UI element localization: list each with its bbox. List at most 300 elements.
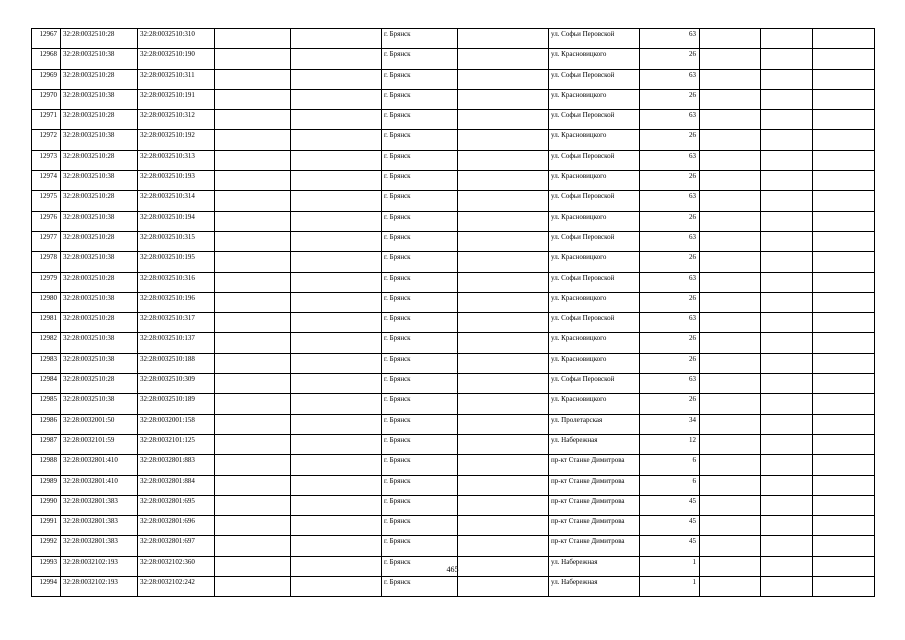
cell-col-5 (291, 455, 382, 475)
cell-col-10 (700, 374, 761, 394)
cell-object-number: 32:28:0032510:190 (138, 49, 215, 69)
cell-col-7 (458, 231, 549, 251)
cell-col-5 (291, 414, 382, 434)
cell-col-4 (215, 536, 291, 556)
cell-row-number: 12984 (32, 374, 61, 394)
cell-col-12 (813, 150, 875, 170)
cell-col-10 (700, 495, 761, 515)
table-row (32, 272, 875, 292)
cell-city: г. Брянск (382, 191, 458, 211)
cell-object-number: 32:28:0032510:313 (138, 150, 215, 170)
cell-col-7 (458, 171, 549, 191)
cell-col-5 (291, 191, 382, 211)
cell-object-number: 32:28:0032801:884 (138, 475, 215, 495)
table-row (32, 110, 875, 130)
cell-col-10 (700, 191, 761, 211)
cell-row-number: 12989 (32, 475, 61, 495)
cell-row-number: 12968 (32, 49, 61, 69)
cell-col-11 (761, 577, 813, 597)
table-row (32, 414, 875, 434)
cell-col-4 (215, 150, 291, 170)
cell-row-number: 12967 (32, 29, 61, 49)
cell-object-number: 32:28:0032510:316 (138, 272, 215, 292)
table-row (32, 171, 875, 191)
cell-parcel-number: 32:28:0032102:193 (61, 556, 138, 576)
cell-object-number: 32:28:0032102:242 (138, 577, 215, 597)
table-row (32, 434, 875, 454)
table-row (32, 455, 875, 475)
cell-col-11 (761, 394, 813, 414)
cell-col-12 (813, 171, 875, 191)
cell-col-11 (761, 353, 813, 373)
cell-object-number: 32:28:0032510:194 (138, 211, 215, 231)
cell-street: ул. Красновицкого (549, 171, 640, 191)
cell-col-12 (813, 434, 875, 454)
cell-row-number: 12988 (32, 455, 61, 475)
cell-parcel-number: 32:28:0032510:38 (61, 353, 138, 373)
cell-house-number: 26 (640, 130, 700, 150)
cell-col-11 (761, 516, 813, 536)
table-row (32, 89, 875, 109)
cell-col-12 (813, 191, 875, 211)
table-row (32, 191, 875, 211)
cell-col-12 (813, 29, 875, 49)
cell-parcel-number: 32:28:0032510:28 (61, 29, 138, 49)
cell-object-number: 32:28:0032510:196 (138, 292, 215, 312)
cell-row-number: 12993 (32, 556, 61, 576)
cell-parcel-number: 32:28:0032801:383 (61, 495, 138, 515)
cell-col-7 (458, 475, 549, 495)
cell-col-5 (291, 313, 382, 333)
cell-col-12 (813, 577, 875, 597)
cell-col-12 (813, 353, 875, 373)
cell-col-12 (813, 130, 875, 150)
cell-col-12 (813, 536, 875, 556)
cell-parcel-number: 32:28:0032510:38 (61, 333, 138, 353)
cell-col-11 (761, 455, 813, 475)
cell-street: ул. Софьи Перовской (549, 313, 640, 333)
cell-col-7 (458, 495, 549, 515)
cell-col-4 (215, 69, 291, 89)
cell-col-10 (700, 29, 761, 49)
cell-col-5 (291, 475, 382, 495)
cell-parcel-number: 32:28:0032510:28 (61, 313, 138, 333)
cell-row-number: 12983 (32, 353, 61, 373)
cell-col-7 (458, 272, 549, 292)
cell-object-number: 32:28:0032101:125 (138, 434, 215, 454)
cell-col-11 (761, 49, 813, 69)
cell-parcel-number: 32:28:0032510:38 (61, 292, 138, 312)
cell-col-10 (700, 353, 761, 373)
table-row (32, 475, 875, 495)
cell-street: ул. Красновицкого (549, 211, 640, 231)
cell-col-4 (215, 455, 291, 475)
cell-col-12 (813, 455, 875, 475)
cell-house-number: 63 (640, 231, 700, 251)
cell-row-number: 12985 (32, 394, 61, 414)
cell-street: ул. Красновицкого (549, 49, 640, 69)
cell-object-number: 32:28:0032801:883 (138, 455, 215, 475)
cell-col-4 (215, 495, 291, 515)
cell-col-7 (458, 313, 549, 333)
cell-parcel-number: 32:28:0032801:410 (61, 475, 138, 495)
cell-col-10 (700, 89, 761, 109)
cell-row-number: 12977 (32, 231, 61, 251)
cell-col-10 (700, 272, 761, 292)
cell-city: г. Брянск (382, 211, 458, 231)
cell-row-number: 12973 (32, 150, 61, 170)
cell-city: г. Брянск (382, 252, 458, 272)
cell-col-11 (761, 211, 813, 231)
cell-parcel-number: 32:28:0032510:28 (61, 191, 138, 211)
cell-col-4 (215, 516, 291, 536)
table-row (32, 536, 875, 556)
cell-col-10 (700, 434, 761, 454)
cell-col-7 (458, 49, 549, 69)
cell-col-7 (458, 130, 549, 150)
cell-col-12 (813, 495, 875, 515)
cell-house-number: 26 (640, 292, 700, 312)
cell-col-5 (291, 272, 382, 292)
cell-col-7 (458, 292, 549, 312)
cell-col-10 (700, 130, 761, 150)
cell-street: ул. Софьи Перовской (549, 29, 640, 49)
cell-parcel-number: 32:28:0032510:28 (61, 150, 138, 170)
cell-street: ул. Софьи Перовской (549, 110, 640, 130)
cell-col-12 (813, 414, 875, 434)
table-row (32, 211, 875, 231)
cell-street: ул. Набережная (549, 577, 640, 597)
cell-object-number: 32:28:0032510:312 (138, 110, 215, 130)
cell-col-7 (458, 516, 549, 536)
cell-street: пр-кт Станке Димитрова (549, 475, 640, 495)
cell-col-10 (700, 211, 761, 231)
cell-row-number: 12975 (32, 191, 61, 211)
table-row (32, 69, 875, 89)
cell-col-5 (291, 577, 382, 597)
cell-col-10 (700, 475, 761, 495)
cell-house-number: 63 (640, 374, 700, 394)
cell-city: г. Брянск (382, 171, 458, 191)
table-row (32, 130, 875, 150)
cell-city: г. Брянск (382, 414, 458, 434)
cell-house-number: 63 (640, 69, 700, 89)
cell-house-number: 26 (640, 171, 700, 191)
cell-col-7 (458, 353, 549, 373)
cell-col-11 (761, 110, 813, 130)
cell-col-4 (215, 434, 291, 454)
cell-object-number: 32:28:0032510:309 (138, 374, 215, 394)
cell-col-4 (215, 333, 291, 353)
cell-col-7 (458, 414, 549, 434)
cell-col-12 (813, 69, 875, 89)
cell-house-number: 26 (640, 394, 700, 414)
table-row (32, 49, 875, 69)
cell-house-number: 45 (640, 495, 700, 515)
cell-object-number: 32:28:0032510:189 (138, 394, 215, 414)
cell-col-7 (458, 252, 549, 272)
cell-city: г. Брянск (382, 292, 458, 312)
cell-street: ул. Набережная (549, 434, 640, 454)
cell-col-5 (291, 110, 382, 130)
cell-street: ул. Софьи Перовской (549, 69, 640, 89)
table-row (32, 577, 875, 597)
cell-col-11 (761, 171, 813, 191)
cell-col-12 (813, 475, 875, 495)
cell-parcel-number: 32:28:0032101:59 (61, 434, 138, 454)
cell-col-7 (458, 150, 549, 170)
cell-parcel-number: 32:28:0032001:50 (61, 414, 138, 434)
cell-row-number: 12969 (32, 69, 61, 89)
cell-col-5 (291, 89, 382, 109)
cell-col-10 (700, 455, 761, 475)
cell-col-11 (761, 191, 813, 211)
cell-object-number: 32:28:0032510:137 (138, 333, 215, 353)
cell-col-4 (215, 353, 291, 373)
cell-street: ул. Софьи Перовской (549, 191, 640, 211)
cell-object-number: 32:28:0032510:315 (138, 231, 215, 251)
page-number: 465 (446, 565, 459, 574)
cell-city: г. Брянск (382, 536, 458, 556)
cell-row-number: 12994 (32, 577, 61, 597)
cell-col-4 (215, 414, 291, 434)
cell-col-12 (813, 252, 875, 272)
cell-row-number: 12970 (32, 89, 61, 109)
cell-house-number: 45 (640, 536, 700, 556)
cell-city: г. Брянск (382, 29, 458, 49)
cell-parcel-number: 32:28:0032510:28 (61, 374, 138, 394)
cell-row-number: 12982 (32, 333, 61, 353)
cell-row-number: 12971 (32, 110, 61, 130)
cell-col-5 (291, 69, 382, 89)
cell-house-number: 63 (640, 272, 700, 292)
cell-col-4 (215, 394, 291, 414)
cell-col-11 (761, 29, 813, 49)
cell-col-11 (761, 130, 813, 150)
cell-col-12 (813, 49, 875, 69)
cell-street: ул. Пролетарская (549, 414, 640, 434)
cell-street: ул. Красновицкого (549, 252, 640, 272)
cell-col-4 (215, 252, 291, 272)
cell-col-4 (215, 49, 291, 69)
cell-col-5 (291, 434, 382, 454)
cell-col-5 (291, 150, 382, 170)
table-row (32, 150, 875, 170)
cell-object-number: 32:28:0032510:195 (138, 252, 215, 272)
cell-col-4 (215, 577, 291, 597)
cell-parcel-number: 32:28:0032510:28 (61, 110, 138, 130)
cell-col-7 (458, 29, 549, 49)
cell-house-number: 1 (640, 556, 700, 576)
cell-col-7 (458, 434, 549, 454)
table-row (32, 394, 875, 414)
cell-col-4 (215, 374, 291, 394)
cell-parcel-number: 32:28:0032510:38 (61, 171, 138, 191)
cell-city: г. Брянск (382, 475, 458, 495)
cell-col-11 (761, 252, 813, 272)
table-row (32, 292, 875, 312)
cell-col-4 (215, 475, 291, 495)
cell-row-number: 12976 (32, 211, 61, 231)
table-row (32, 495, 875, 515)
cell-col-10 (700, 49, 761, 69)
cell-col-7 (458, 577, 549, 597)
cell-col-4 (215, 29, 291, 49)
cell-street: ул. Набережная (549, 556, 640, 576)
cell-col-4 (215, 89, 291, 109)
cell-col-5 (291, 292, 382, 312)
cell-col-5 (291, 394, 382, 414)
cell-street: ул. Красновицкого (549, 353, 640, 373)
cell-row-number: 12990 (32, 495, 61, 515)
cell-col-5 (291, 252, 382, 272)
cell-house-number: 63 (640, 191, 700, 211)
cell-city: г. Брянск (382, 556, 458, 576)
cell-object-number: 32:28:0032102:360 (138, 556, 215, 576)
cell-col-12 (813, 89, 875, 109)
cell-house-number: 26 (640, 333, 700, 353)
table-row (32, 29, 875, 49)
cell-col-5 (291, 495, 382, 515)
cell-col-7 (458, 211, 549, 231)
cell-col-11 (761, 374, 813, 394)
cell-col-4 (215, 231, 291, 251)
cell-city: г. Брянск (382, 89, 458, 109)
cell-col-5 (291, 231, 382, 251)
cell-house-number: 63 (640, 110, 700, 130)
cell-city: г. Брянск (382, 374, 458, 394)
cell-col-11 (761, 89, 813, 109)
cell-col-10 (700, 150, 761, 170)
cell-street: пр-кт Станке Димитрова (549, 536, 640, 556)
cell-col-12 (813, 333, 875, 353)
cell-col-5 (291, 29, 382, 49)
cell-col-4 (215, 211, 291, 231)
cell-col-10 (700, 394, 761, 414)
cell-col-7 (458, 536, 549, 556)
cell-object-number: 32:28:0032510:191 (138, 89, 215, 109)
table-row (32, 313, 875, 333)
cell-col-7 (458, 89, 549, 109)
cell-house-number: 26 (640, 252, 700, 272)
cell-col-7 (458, 333, 549, 353)
cell-col-10 (700, 231, 761, 251)
cell-street: ул. Софьи Перовской (549, 231, 640, 251)
table-row (32, 353, 875, 373)
cell-col-12 (813, 313, 875, 333)
cell-col-7 (458, 374, 549, 394)
cell-city: г. Брянск (382, 110, 458, 130)
cell-city: г. Брянск (382, 150, 458, 170)
cell-parcel-number: 32:28:0032510:38 (61, 211, 138, 231)
cell-street: пр-кт Станке Димитрова (549, 455, 640, 475)
cell-house-number: 26 (640, 89, 700, 109)
cell-parcel-number: 32:28:0032510:28 (61, 272, 138, 292)
cell-col-5 (291, 516, 382, 536)
cell-object-number: 32:28:0032510:310 (138, 29, 215, 49)
cell-street: ул. Софьи Перовской (549, 150, 640, 170)
cell-parcel-number: 32:28:0032801:383 (61, 536, 138, 556)
cell-object-number: 32:28:0032510:317 (138, 313, 215, 333)
cell-house-number: 63 (640, 313, 700, 333)
cell-col-4 (215, 110, 291, 130)
cell-col-11 (761, 313, 813, 333)
cell-parcel-number: 32:28:0032510:38 (61, 394, 138, 414)
cell-object-number: 32:28:0032801:697 (138, 536, 215, 556)
cell-city: г. Брянск (382, 313, 458, 333)
cell-col-10 (700, 171, 761, 191)
cell-street: пр-кт Станке Димитрова (549, 495, 640, 515)
cell-parcel-number: 32:28:0032510:28 (61, 69, 138, 89)
cell-col-7 (458, 69, 549, 89)
cell-col-10 (700, 577, 761, 597)
cell-col-10 (700, 313, 761, 333)
cell-house-number: 63 (640, 29, 700, 49)
cell-parcel-number: 32:28:0032801:383 (61, 516, 138, 536)
cell-row-number: 12972 (32, 130, 61, 150)
cell-col-12 (813, 374, 875, 394)
cell-row-number: 12981 (32, 313, 61, 333)
cell-row-number: 12992 (32, 536, 61, 556)
cell-col-12 (813, 516, 875, 536)
cell-col-10 (700, 516, 761, 536)
cell-parcel-number: 32:28:0032102:193 (61, 577, 138, 597)
cell-col-12 (813, 394, 875, 414)
cell-col-11 (761, 292, 813, 312)
cell-col-11 (761, 272, 813, 292)
cell-row-number: 12991 (32, 516, 61, 536)
table-row (32, 333, 875, 353)
table-row (32, 231, 875, 251)
cell-parcel-number: 32:28:0032510:38 (61, 130, 138, 150)
cell-house-number: 26 (640, 211, 700, 231)
cell-col-4 (215, 130, 291, 150)
cell-col-11 (761, 69, 813, 89)
cell-col-4 (215, 171, 291, 191)
cell-city: г. Брянск (382, 353, 458, 373)
cell-col-5 (291, 171, 382, 191)
cell-city: г. Брянск (382, 333, 458, 353)
cell-col-10 (700, 536, 761, 556)
cell-col-12 (813, 231, 875, 251)
cell-col-11 (761, 414, 813, 434)
cell-col-5 (291, 353, 382, 373)
cell-col-10 (700, 252, 761, 272)
cell-col-10 (700, 110, 761, 130)
cell-col-11 (761, 495, 813, 515)
cell-parcel-number: 32:28:0032801:410 (61, 455, 138, 475)
cell-street: пр-кт Станке Димитрова (549, 516, 640, 536)
cell-house-number: 34 (640, 414, 700, 434)
cell-city: г. Брянск (382, 231, 458, 251)
cell-row-number: 12978 (32, 252, 61, 272)
cell-col-4 (215, 313, 291, 333)
table-body (32, 29, 875, 597)
cell-city: г. Брянск (382, 577, 458, 597)
cell-city: г. Брянск (382, 495, 458, 515)
cell-city: г. Брянск (382, 272, 458, 292)
cell-object-number: 32:28:0032510:188 (138, 353, 215, 373)
table-row (32, 516, 875, 536)
cell-col-10 (700, 333, 761, 353)
cell-street: ул. Красновицкого (549, 130, 640, 150)
cell-parcel-number: 32:28:0032510:28 (61, 231, 138, 251)
cell-col-10 (700, 414, 761, 434)
cell-col-11 (761, 333, 813, 353)
cell-col-12 (813, 211, 875, 231)
register-table-container (31, 28, 874, 597)
cell-object-number: 32:28:0032801:696 (138, 516, 215, 536)
